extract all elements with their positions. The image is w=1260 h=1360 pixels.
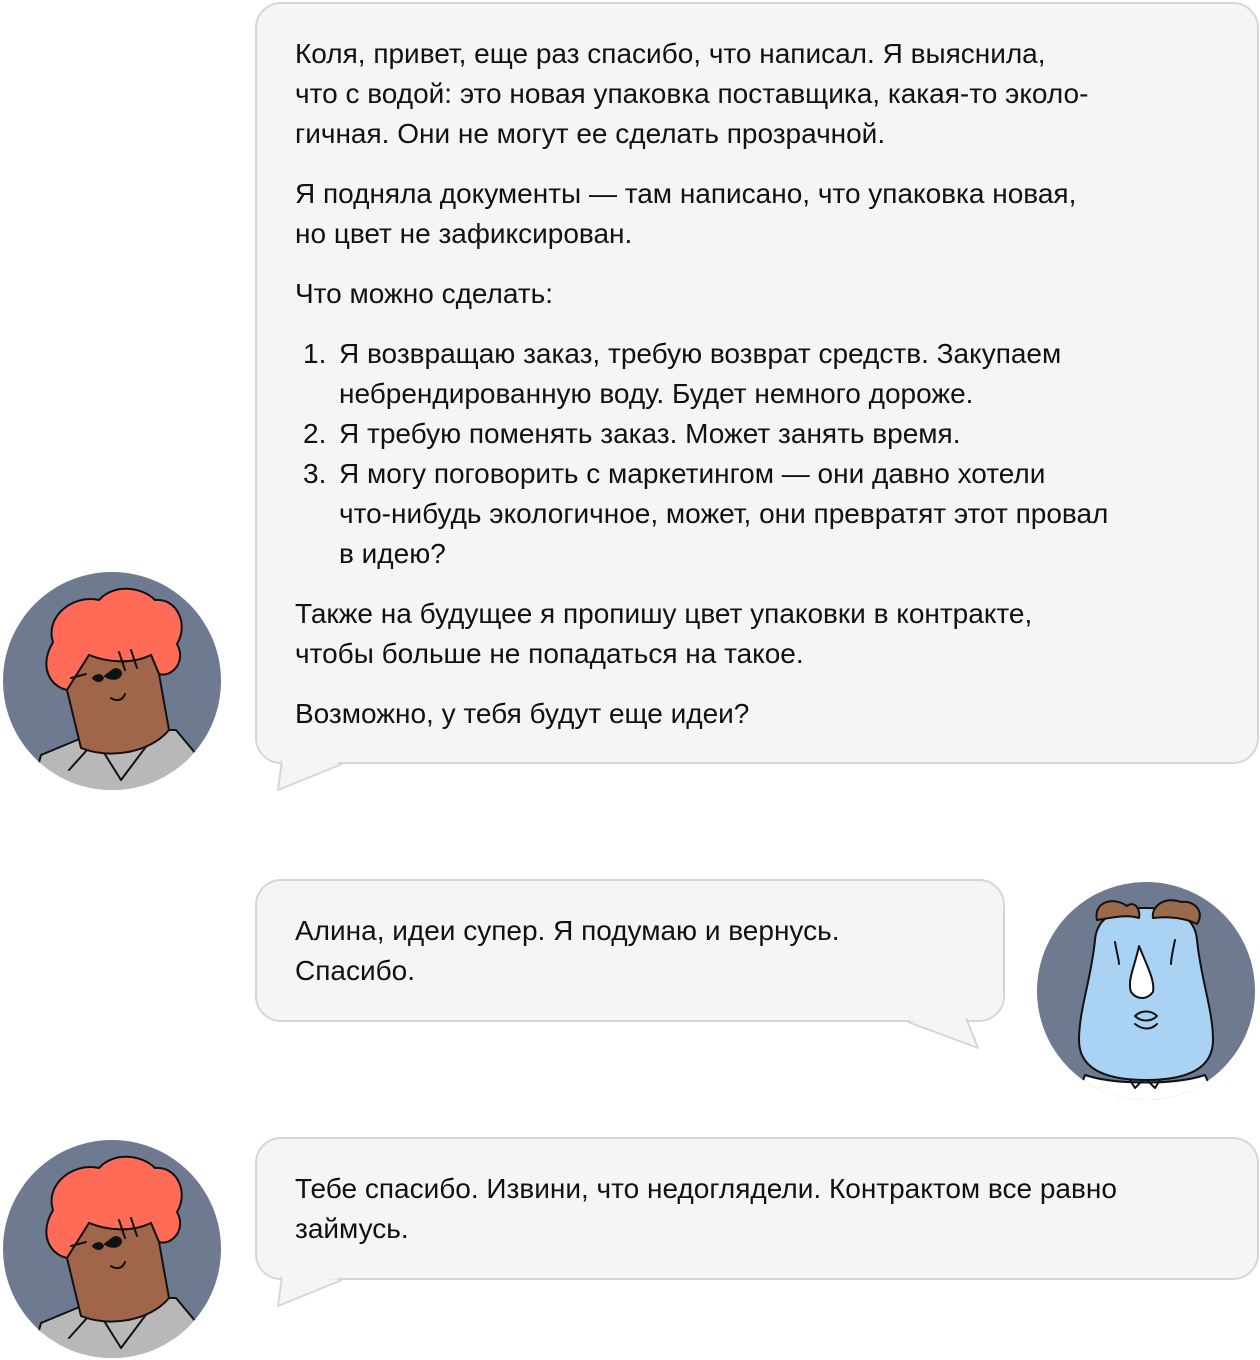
option-item-1 [295, 334, 1221, 414]
option-number: 1. [303, 338, 327, 369]
text-line: Я могу поговорить с маркетингом — они давно хотели [339, 458, 1046, 489]
option-number: 3. [303, 458, 327, 489]
text-line: Тебе спасибо. Извини, что недоглядели. Контрактом все равно [295, 1173, 1117, 1204]
bubble-tail [270, 760, 350, 796]
text-line: что с водой: это новая упаковка поставщика, какая-то эколо- [295, 78, 1089, 109]
message-paragraph [295, 274, 1221, 314]
message-bubble-2 [255, 879, 1005, 1022]
message-paragraph [295, 911, 967, 991]
bubble-tail [900, 1018, 990, 1054]
message-paragraph [295, 594, 1221, 674]
text-line: что-нибудь экологичное, может, они превратят этот провал [339, 498, 1109, 529]
options-list [295, 334, 1221, 574]
text-line: Возможно, у тебя будут еще идеи? [295, 698, 750, 729]
text-line: Коля, привет, еще раз спасибо, что написал. Я выяснила, [295, 38, 1046, 69]
text-line: Алина, идеи супер. Я подумаю и вернусь. [295, 915, 840, 946]
alina-avatar-icon [1, 570, 223, 792]
bubble-tail [270, 1276, 350, 1312]
option-number: 2. [303, 418, 327, 449]
text-line: Также на будущее я пропишу цвет упаковки в контракте, [295, 598, 1033, 629]
text-line: гичная. Они не могут ее сделать прозрачной. [295, 118, 886, 149]
text-line: небрендированную воду. Будет немного дороже. [339, 378, 974, 409]
text-line: но цвет не зафиксирован. [295, 218, 633, 249]
message-paragraph [295, 694, 1221, 734]
text-line: в идею? [339, 538, 446, 569]
text-line: Я возвращаю заказ, требую возврат средств. Закупаем [339, 338, 1062, 369]
text-line: Я требую поменять заказ. Может занять время. [339, 418, 961, 449]
option-item-3 [295, 454, 1221, 574]
text-line: чтобы больше не попадаться на такое. [295, 638, 804, 669]
text-line: Спасибо. [295, 955, 415, 986]
text-line: займусь. [295, 1213, 409, 1244]
message-bubble-1 [255, 2, 1259, 764]
message-paragraph [295, 34, 1221, 154]
option-item-2 [295, 414, 1221, 454]
kolya-avatar-icon [1035, 880, 1257, 1102]
alina-avatar-icon [1, 1138, 223, 1360]
message-bubble-3 [255, 1137, 1259, 1280]
message-paragraph [295, 174, 1221, 254]
message-paragraph [295, 1169, 1221, 1249]
text-line: Я подняла документы — там написано, что упаковка новая, [295, 178, 1077, 209]
text-line: Что можно сделать: [295, 278, 554, 309]
